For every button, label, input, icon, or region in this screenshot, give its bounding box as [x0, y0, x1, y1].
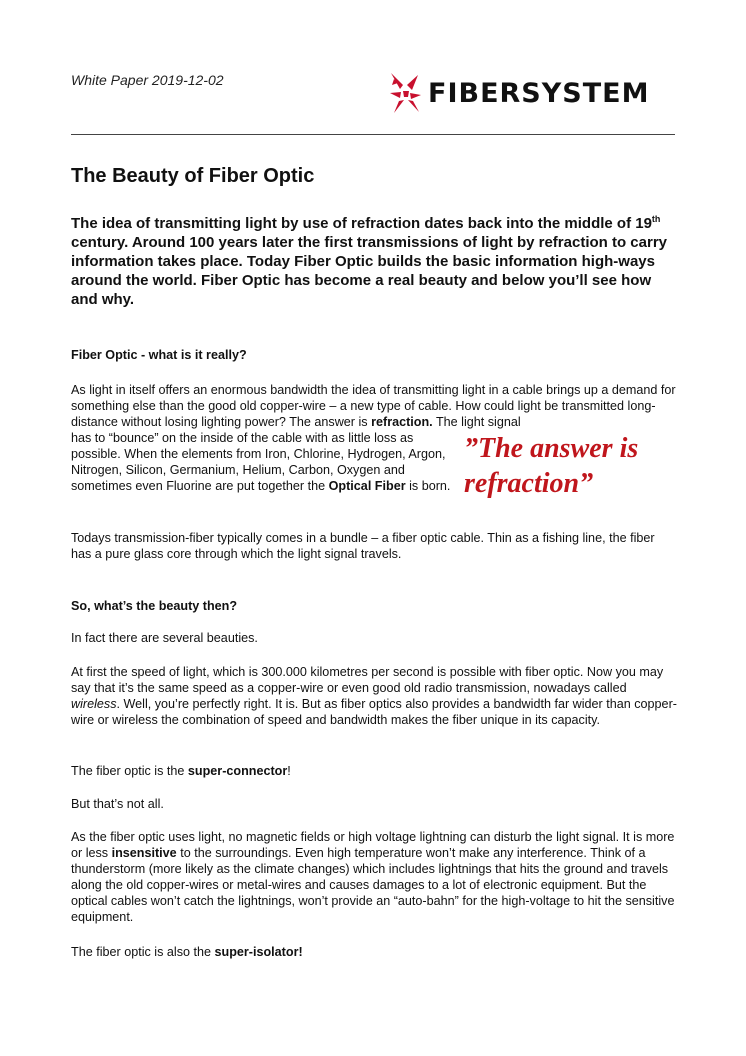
paragraph-bold-super-connector: super-connector	[187, 764, 288, 778]
paragraph-text: As light in itself offers an enormous bandwidth the idea of transmitting light in a cable brings up a demand for something else than the good old copper-wire – a new type of cable. How could light be transmitted long-distance without losing lighting power? The answer is	[71, 383, 676, 429]
fibersystem-logo	[388, 71, 649, 115]
paragraph-text-tail: !	[287, 764, 291, 778]
paragraph-text: As the fiber optic uses light, no magnetic fields or high voltage lightning can disturb the light signal. It is more or less	[71, 830, 675, 860]
intro-superscript: th	[651, 214, 661, 224]
paragraph-text: The fiber optic is the	[71, 764, 188, 778]
section-heading-what-is-it: Fiber Optic - what is it really?	[71, 348, 247, 362]
intro-text-1: The idea of transmitting light by use of refraction dates back into the middle of 19	[71, 215, 652, 232]
paragraph-light-bandwidth	[71, 382, 677, 430]
header-divider	[71, 134, 675, 135]
paragraph-elements	[71, 430, 451, 494]
paragraph-speed-of-light	[71, 664, 677, 728]
fibersystem-star-icon	[388, 71, 422, 115]
paragraph-bold-refraction: refraction.	[371, 415, 433, 429]
paragraph-not-all: But that’s not all.	[71, 797, 164, 811]
paragraph-italic-wireless: wireless	[71, 697, 117, 711]
paragraph-text: The fiber optic is also the	[71, 945, 215, 959]
section-heading-beauty: So, what’s the beauty then?	[71, 599, 238, 613]
paragraph-text: At first the speed of light, which is 300.000 kilometres per second is possible with fiber optic. Now you may say that it’s the same speed as a copper-wire or even good old radio transmission, nowadays called	[71, 665, 664, 695]
logo-wordmark: FIBERSYSTEM	[428, 77, 650, 109]
intro-paragraph	[71, 214, 677, 309]
paragraph-bold-super-isolator: super-isolator!	[214, 945, 303, 959]
paragraph-insensitive	[71, 829, 677, 925]
paragraph-several-beauties: In fact there are several beauties.	[71, 631, 258, 645]
paragraph-text-tail: to the surroundings. Even high temperature won’t make any interference. Think of a thunderstorm (more likely as the climate changes) which includes lightnings that hits the ground and travels along the old copper-wires or metal-wires and causes damages to a lot of electronic equipment. But the optical cables won’t catch the lightnings, won’t provide an “auto-bahn” for the high-voltage to hit the sensitive equipment.	[71, 846, 675, 924]
paragraph-fiber-bundle: Todays transmission-fiber typically comes in a bundle – a fiber optic cable. Thin as a fishing line, the fiber has a pure glass core through which the light signal travels.	[71, 531, 655, 561]
intro-text-2: century. Around 100 years later the first transmissions of light by refraction to carry information takes place. Today Fiber Optic builds the basic information high-ways around the world. Fiber Optic has become a real beauty and below you’ll see how and why.	[71, 234, 668, 308]
pull-quote: ”The answer is refraction”	[464, 433, 639, 499]
paragraph-super-isolator	[71, 944, 677, 960]
paragraph-text-tail: is born.	[405, 479, 451, 493]
paragraph-bold-insensitive: insensitive	[111, 846, 177, 860]
paragraph-text-tail: The light signal	[432, 415, 521, 429]
paragraph-text-tail: . Well, you’re perfectly right. It is. But as fiber optics also provides a bandwidth far wider than copper-wire or wireless the combination of speed and bandwidth makes the fiber unique in its capacity.	[71, 697, 677, 727]
paragraph-bold-optical-fiber: Optical Fiber	[328, 479, 406, 493]
white-paper-date: White Paper 2019-12-02	[71, 72, 224, 88]
page-title: The Beauty of Fiber Optic	[71, 165, 315, 187]
paragraph-text: has to “bounce” on the inside of the cable with as little loss as possible. When the elements from Iron, Chlorine, Hydrogen, Argon, Nitrogen, Silicon, Germanium, Helium, Carbon, Oxygen and sometimes even Fluorine are put together the	[71, 431, 446, 493]
paragraph-super-connector	[71, 763, 677, 779]
